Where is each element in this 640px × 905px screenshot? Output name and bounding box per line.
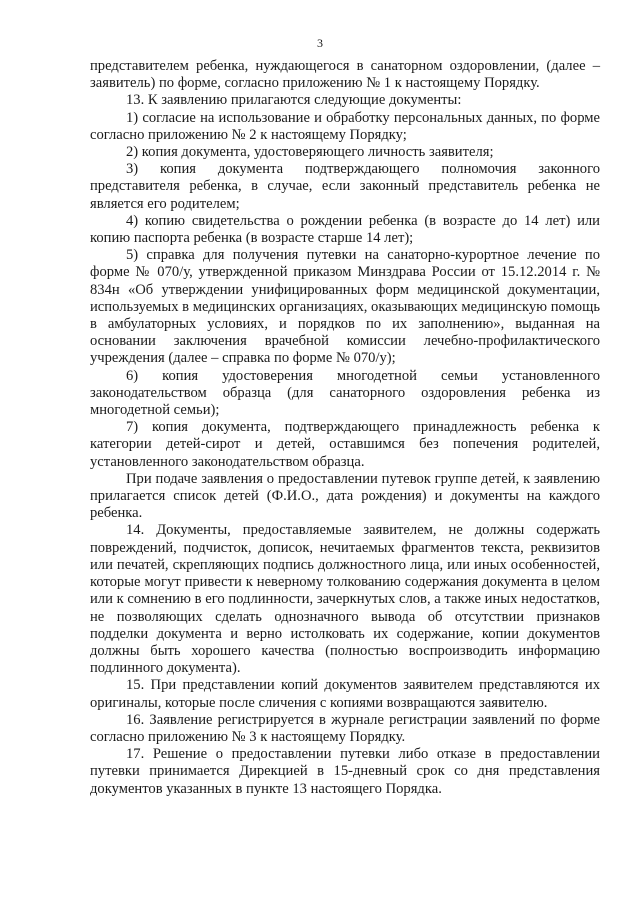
paragraph: 7) копия документа, подтверждающего принадлежность ребенка к категории детей-сирот и детей, оставшимся без попечения родителей, установленного законодательством образца. <box>90 419 600 470</box>
paragraph: При подаче заявления о предоставлении путевок группе детей, к заявлению прилагается список детей (Ф.И.О., дата рождения) и документы на каждого ребенка. <box>90 470 600 522</box>
paragraph: 3) копия документа подтверждающего полномочия законного представителя ребенка, в случае, если законный представитель ребенка не является его родителем; <box>90 161 600 212</box>
document-body <box>90 58 600 798</box>
paragraph: 14. Документы, предоставляемые заявителем, не должны содержать повреждений, подчисток, дописок, нечитаемых фрагментов текста, реквизитов или печатей, скрепляющих подпись должностного лица, или иных особенностей, которые могут привести к неверному толкованию содержания документа в целом или к сомнению в его подлинности, зачеркнутых слов, а также иных недостатков, не позволяющих сделать однозначного вывода об отсутствии признаков подделки документа и верно истолковать их содержание, копии документов должны быть хорошего качества (полностью воспроизводить информацию подлинного документа). <box>90 522 600 677</box>
paragraph: 16. Заявление регистрируется в журнале регистрации заявлений по форме согласно приложению № 3 к настоящему Порядку. <box>90 711 600 745</box>
paragraph: 4) копию свидетельства о рождении ребенка (в возрасте до 14 лет) или копию паспорта ребенка (в возрасте старше 14 лет); <box>90 212 600 247</box>
paragraph: представителем ребенка, нуждающегося в санаторном оздоровлении, (далее – заявитель) по форме, согласно приложению № 1 к настоящему Порядку. <box>90 58 600 92</box>
paragraph: 2) копия документа, удостоверяющего личность заявителя; <box>126 144 494 161</box>
paragraph: 6) копия удостоверения многодетной семьи установленного законодательством образца (для санаторного оздоровления ребенка из многодетной семьи); <box>90 367 600 419</box>
paragraph: 17. Решение о предоставлении путевки либо отказе в предоставлении путевки принимается Дирекцией в 15-дневный срок со дня представления документов указанных в пункте 13 настоящего Порядка. <box>90 746 600 797</box>
paragraph: 15. При представлении копий документов заявителем представляются их оригиналы, которые после сличения с копиями возвращаются заявителю. <box>90 677 600 711</box>
paragraph: 13. К заявлению прилагаются следующие документы: <box>126 92 462 109</box>
paragraph: 1) согласие на использование и обработку персональных данных, по форме согласно приложению № 2 к настоящему Порядку; <box>90 109 600 143</box>
page-number: 3 <box>317 36 323 50</box>
paragraph: 5) справка для получения путевки на санаторно-курортное лечение по форме № 070/у, утвержденной приказом Минздрава России от 15.12.2014 г. № 834н «Об утверждении унифицированных форм медицинской документации, используемых в медицинских организациях, оказывающих медицинскую помощь в амбулаторных условиях, и порядков по их заполнению», выданная на основании заключения врачебной комиссии лечебно-профилактического учреждения (далее – справка по форме № 070/у); <box>90 247 600 367</box>
